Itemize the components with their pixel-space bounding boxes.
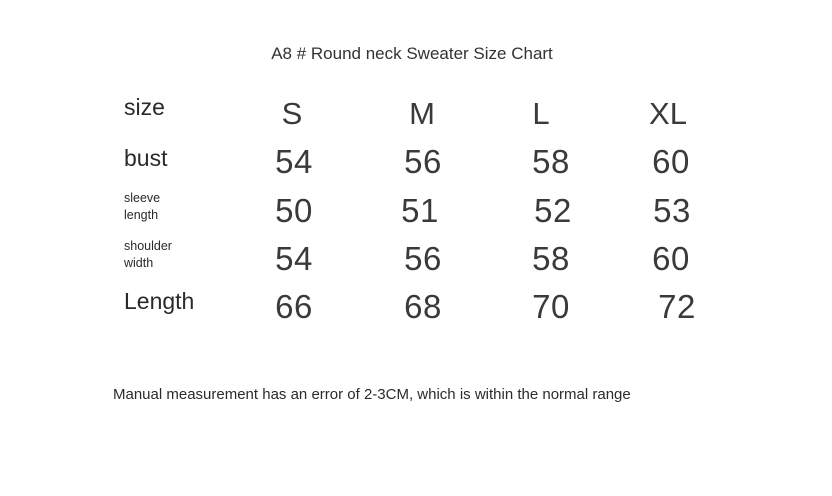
cell-bust-m: 56 [404, 143, 442, 180]
row-label-shoulder-width [124, 238, 214, 272]
cell-shoulder-l: 58 [532, 240, 570, 277]
measurement-note: Manual measurement has an error of 2-3CM, which is within the normal range [113, 386, 631, 403]
cell-length-l: 70 [532, 288, 570, 325]
chart-title: A8 # Round neck Sweater Size Chart [271, 44, 553, 63]
row-label-shoulder-width-line2: width [124, 256, 154, 270]
cell-shoulder-s: 54 [275, 240, 313, 277]
cell-bust-xl: 60 [652, 143, 690, 180]
cell-sleeve-m: 51 [401, 192, 439, 229]
cell-length-xl: 72 [658, 288, 696, 325]
header-label-size: size [124, 94, 165, 120]
cell-shoulder-xl: 60 [652, 240, 690, 277]
row-label-shoulder-width-line1: shoulder [124, 239, 172, 253]
cell-length-s: 66 [275, 288, 313, 325]
cell-sleeve-xl: 53 [653, 192, 691, 229]
cell-bust-s: 54 [275, 143, 313, 180]
size-header-l: L [532, 96, 550, 131]
cell-bust-l: 58 [532, 143, 570, 180]
cell-sleeve-s: 50 [275, 192, 313, 229]
size-header-m: M [409, 96, 435, 131]
cell-sleeve-l: 52 [534, 192, 572, 229]
cell-shoulder-m: 56 [404, 240, 442, 277]
size-header-xl: XL [649, 96, 687, 131]
row-label-sleeve-length [124, 190, 214, 224]
size-header-s: S [281, 96, 303, 131]
cell-length-m: 68 [404, 288, 442, 325]
row-label-length: Length [124, 288, 195, 314]
row-label-sleeve-length-line1: sleeve [124, 191, 161, 205]
row-label-sleeve-length-line2: length [124, 208, 159, 222]
row-label-bust: bust [124, 145, 168, 171]
